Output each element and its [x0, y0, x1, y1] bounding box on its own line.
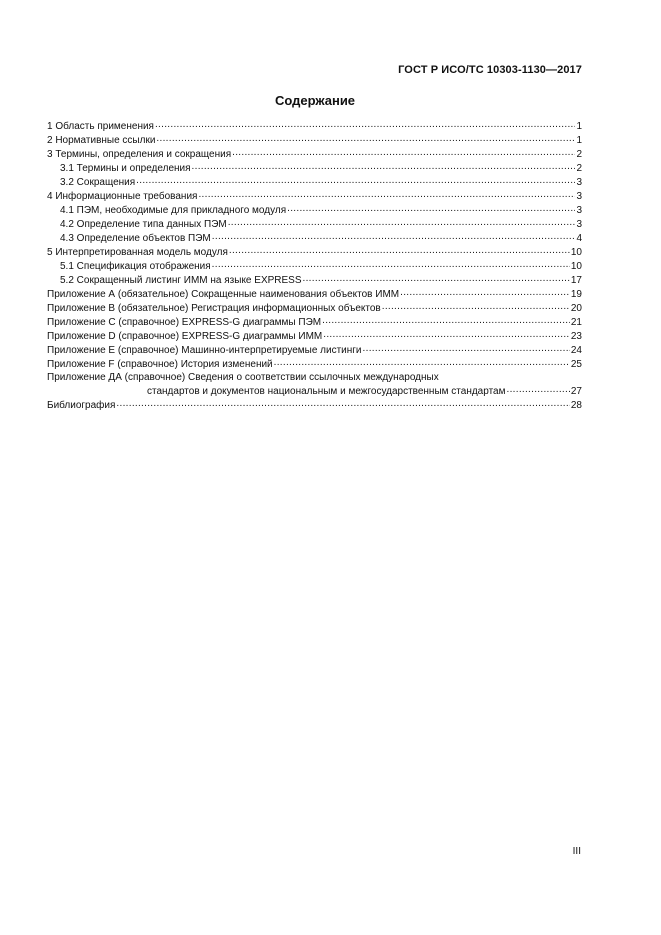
- toc-leader-dots: [229, 245, 570, 255]
- toc-entry[interactable]: [47, 133, 582, 147]
- toc-entry-page: 3: [576, 191, 582, 202]
- toc-entry-label: 3.2 Сокращения: [60, 177, 136, 188]
- toc-entry-label: 4.3 Определение объектов ПЭМ: [60, 233, 211, 244]
- toc-entry-page: 23: [570, 331, 582, 342]
- toc-leader-dots: [322, 315, 570, 325]
- toc-leader-dots: [212, 259, 570, 269]
- toc-leader-dots: [136, 175, 575, 185]
- toc-entry-label-line1: Приложение ДА (справочное) Сведения о соответствии ссылочных международных: [47, 372, 439, 383]
- toc-entry-label: 3.1 Термины и определения: [60, 163, 191, 174]
- toc-entry[interactable]: [47, 119, 582, 133]
- toc-leader-dots: [228, 217, 576, 227]
- toc-entry-page: 3: [576, 205, 582, 216]
- toc-entry-page: 25: [570, 359, 582, 370]
- toc-entry[interactable]: [47, 273, 582, 287]
- toc-entry-label: 4.1 ПЭМ, необходимые для прикладного модуля: [60, 205, 287, 216]
- toc-entry-label: 5.2 Сокращенный листинг ИММ на языке EXPRESS: [60, 275, 302, 286]
- toc-entry-label: 4 Информационные требования: [47, 191, 198, 202]
- toc-entry[interactable]: [47, 175, 582, 189]
- toc-entry[interactable]: [47, 231, 582, 245]
- toc-entry-label: 2 Нормативные ссылки: [47, 135, 156, 146]
- toc-leader-dots: [156, 133, 575, 143]
- toc-title: Содержание: [274, 93, 356, 108]
- toc-entry-label: Приложение F (справочное) История изменений: [47, 359, 273, 370]
- toc-entry[interactable]: [47, 245, 582, 259]
- toc-entry[interactable]: [47, 315, 582, 329]
- toc-leader-dots: [287, 203, 575, 213]
- toc-entry[interactable]: [47, 147, 582, 161]
- toc-entry-page: 19: [570, 289, 582, 300]
- toc-leader-dots: [192, 161, 576, 171]
- toc-entry-page: 28: [570, 400, 582, 411]
- toc-entry-page: 1: [576, 121, 582, 132]
- toc-entry[interactable]: [47, 203, 582, 217]
- toc-entry-label: 5.1 Спецификация отображения: [60, 261, 211, 272]
- toc-leader-dots: [212, 231, 576, 241]
- toc-entry-page: 17: [570, 275, 582, 286]
- toc-entry-page: 10: [570, 247, 582, 258]
- toc-leader-dots: [507, 384, 570, 394]
- toc-entry-label: Приложение В (обязательное) Регистрация информационных объектов: [47, 303, 381, 314]
- toc-leader-dots: [274, 357, 570, 367]
- toc-leader-dots: [400, 287, 570, 297]
- toc-entry[interactable]: [47, 259, 582, 273]
- toc-entry-page: 2: [576, 149, 582, 160]
- toc-entry-label: Библиография: [47, 400, 116, 411]
- toc-entry-page: 24: [570, 345, 582, 356]
- toc-entry-label-line2: стандартов и документов национальным и межгосударственным стандартам: [147, 386, 506, 397]
- toc-entry-label: Приложение А (обязательное) Сокращенные наименования объектов ИММ: [47, 289, 400, 300]
- toc-entry[interactable]: [47, 161, 582, 175]
- toc-entry-page: 21: [570, 317, 582, 328]
- toc-entry-page: 1: [576, 135, 582, 146]
- toc-entry-page: 3: [576, 177, 582, 188]
- table-of-contents: [47, 119, 582, 412]
- toc-entry[interactable]: [47, 357, 582, 371]
- toc-entry-page: 2: [576, 163, 582, 174]
- toc-entry-page: 4: [576, 233, 582, 244]
- toc-leader-dots: [382, 301, 570, 311]
- toc-leader-dots: [198, 189, 575, 199]
- toc-entry[interactable]: [47, 329, 582, 343]
- toc-entry[interactable]: [47, 301, 582, 315]
- toc-entry-label: 3 Термины, определения и сокращения: [47, 149, 232, 160]
- header-standard-code: ГОСТ Р ИСО/ТС 10303-1130—2017: [398, 64, 582, 76]
- toc-entry-multiline[interactable]: [47, 371, 582, 398]
- toc-entry-page: 20: [570, 303, 582, 314]
- toc-leader-dots: [116, 398, 569, 408]
- toc-entry-label: Приложение D (справочное) EXPRESS-G диаграммы ИММ: [47, 331, 323, 342]
- toc-entry[interactable]: [47, 287, 582, 301]
- toc-entry-label: Приложение С (справочное) EXPRESS-G диаграммы ПЭМ: [47, 317, 322, 328]
- page-number: III: [572, 846, 581, 857]
- toc-entry[interactable]: [47, 343, 582, 357]
- toc-entry[interactable]: [47, 217, 582, 231]
- toc-entry-continuation: [47, 384, 582, 398]
- toc-leader-dots: [232, 147, 575, 157]
- toc-entry-bibliography[interactable]: [47, 398, 582, 412]
- toc-leader-dots: [363, 343, 570, 353]
- toc-entry-page: 10: [570, 261, 582, 272]
- toc-entry-label: 1 Область применения: [47, 121, 154, 132]
- toc-entry-label: Приложение Е (справочное) Машинно-интерпретируемые листинги: [47, 345, 362, 356]
- toc-entry-page: 3: [576, 219, 582, 230]
- toc-entry-label: 5 Интерпретированная модель модуля: [47, 247, 228, 258]
- toc-entry[interactable]: [47, 189, 582, 203]
- toc-entry-label: 4.2 Определение типа данных ПЭМ: [60, 219, 227, 230]
- toc-leader-dots: [303, 273, 570, 283]
- toc-leader-dots: [155, 119, 575, 129]
- toc-entry-page: 27: [570, 386, 582, 397]
- toc-leader-dots: [323, 329, 570, 339]
